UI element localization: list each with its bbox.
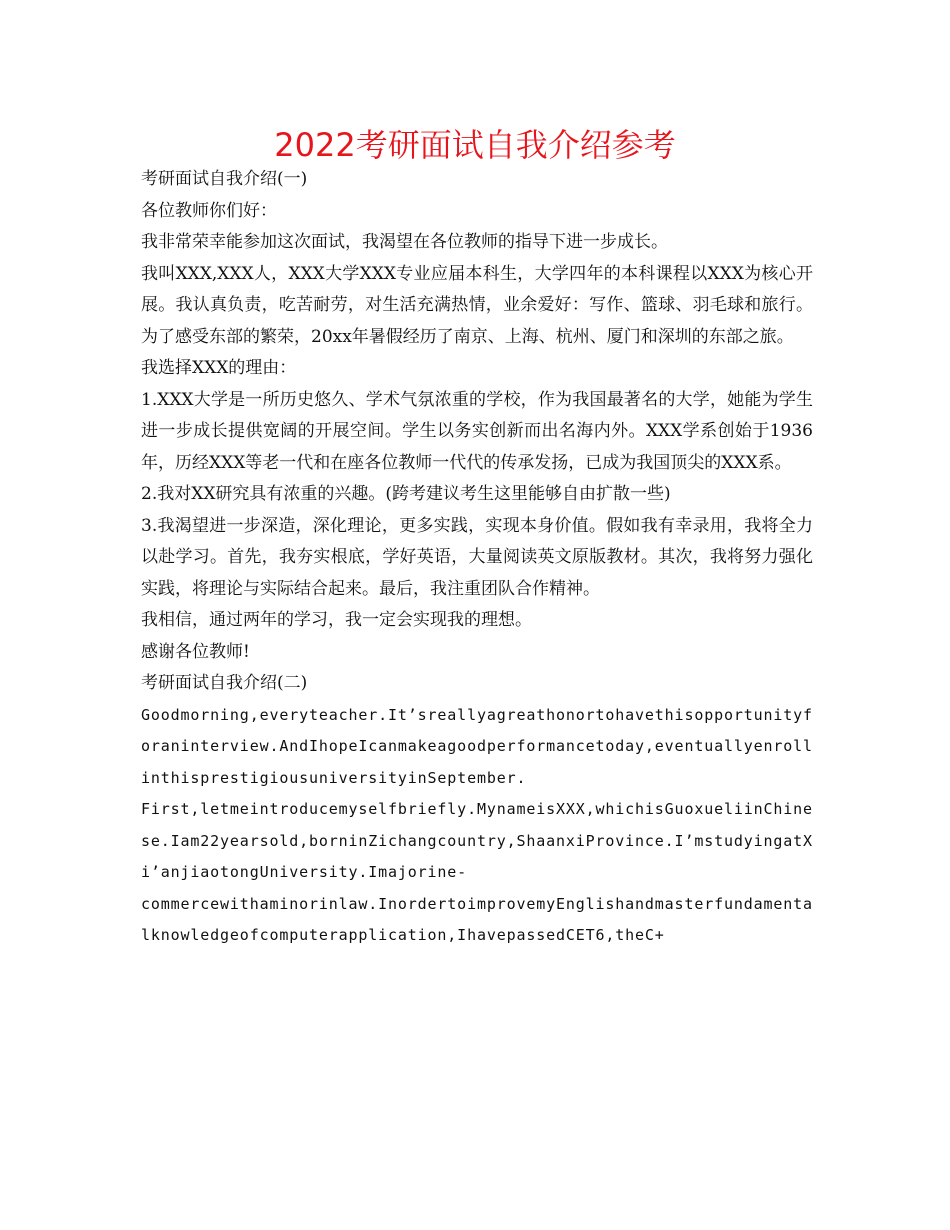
body-paragraph: 感谢各位教师! bbox=[141, 641, 250, 662]
body-paragraph: 3.我渴望进一步深造，深化理论，更多实践，实现本身价值。假如我有幸录用，我将全力以赴学习。首先，我夯实根底，学好英语，大量阅读英文原版教材。其次，我将努力强化实践，将理论与实际结合起来。最后，我注重团队合作精神。 bbox=[141, 515, 813, 599]
document-title: 2022考研面试自我介绍参考 bbox=[274, 126, 676, 164]
body-paragraph: 2.我对XX研究具有浓重的兴趣。(跨考建议考生这里能够自由扩散一些) bbox=[141, 484, 671, 504]
document-body bbox=[141, 164, 813, 952]
english-paragraph: commercewithaminorinlaw.InordertoimprovemyEnglishandmasterfundamentalknowledgeofcomputerapplication,IhavepassedCET6,theC+ bbox=[141, 894, 813, 944]
section-heading-2: 考研面试自我介绍(二) bbox=[141, 673, 308, 693]
body-paragraph: 我选择XXX的理由： bbox=[141, 358, 297, 378]
body-paragraph: 我叫XXX,XXX人，XXX大学XXX专业应届本科生，大学四年的本科课程以XXX为核心开展。我认真负责，吃苦耐劳，对生活充满热情，业余爱好：写作、篮球、羽毛球和旅行。为了感受东部的繁荣，20xx年暑假经历了南京、上海、杭州、厦门和深圳的东部之旅。 bbox=[141, 263, 813, 347]
greeting-paragraph: 各位教师你们好： bbox=[141, 200, 277, 221]
english-paragraph: First,letmeintroducemyselfbriefly.MynameisXXX,whichisGuoxueliinChinese.Iam22yearsold,borninZichangcountry,ShaanxiProvince.I’mstudyingatXi’anjiaotongUniversity.Imajorine- bbox=[141, 800, 813, 881]
body-paragraph: 1.XXX大学是一所历史悠久、学术气氛浓重的学校，作为我国最著名的大学，她能为学生进一步成长提供宽阔的开展空间。学生以务实创新而出名海内外。XXX学系创始于1936年，历经XXX等老一代和在座各位教师一代代的传承发扬，已成为我国顶尖的XXX系。 bbox=[141, 389, 813, 473]
english-paragraph: Goodmorning,everyteacher.It’sreallyagreathonortohavethisopportunityforaninterview.AndIhopeIcanmakeagoodperformancetoday,eventuallyenrollinthisprestigiousuniversityinSeptember. bbox=[141, 705, 813, 787]
body-paragraph: 我非常荣幸能参加这次面试，我渴望在各位教师的指导下进一步成长。 bbox=[141, 232, 668, 252]
body-paragraph: 我相信，通过两年的学习，我一定会实现我的理想。 bbox=[141, 610, 532, 630]
section-heading-1: 考研面试自我介绍(一) bbox=[141, 169, 308, 189]
